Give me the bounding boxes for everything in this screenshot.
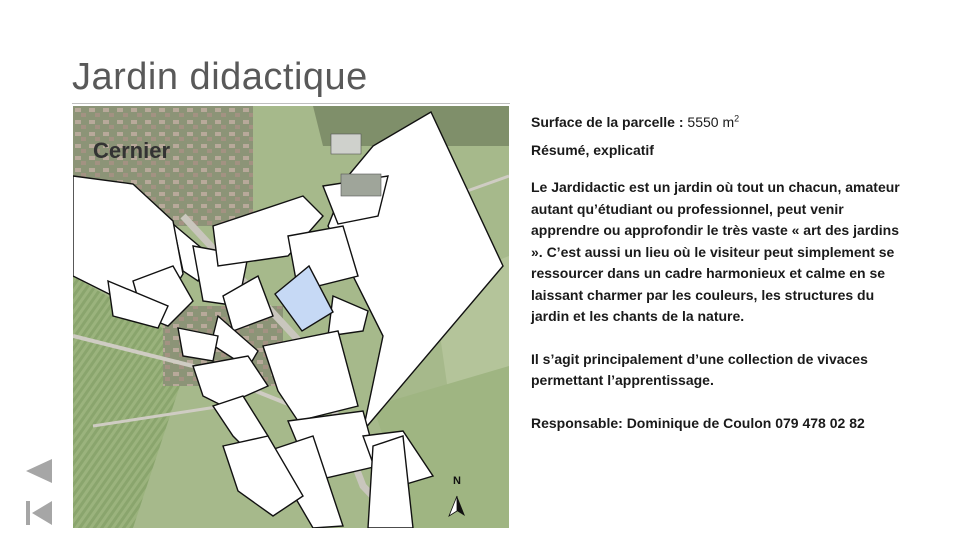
aerial-map-image: [73, 106, 509, 528]
slide-navigation: [20, 455, 60, 535]
first-slide-icon[interactable]: [26, 501, 52, 525]
summary-heading: Résumé, explicatif: [531, 141, 654, 158]
responsible-contact: Responsable: Dominique de Coulon 079 478 02 82: [531, 414, 865, 431]
surface-unit-exponent: 2: [734, 113, 740, 124]
surface-value: 5550 m: [687, 114, 735, 130]
place-label: Cernier: [93, 138, 171, 163]
slide-title: Jardin didactique: [72, 56, 368, 98]
surface-label: Surface de la parcelle :: [531, 114, 684, 130]
north-label: N: [453, 475, 461, 487]
info-panel: [531, 112, 911, 434]
aerial-map: [73, 106, 509, 528]
surface-line: [531, 112, 911, 134]
collection-paragraph: Il s’agit principalement d’une collection de vivaces permettant l’apprentissage.: [531, 350, 868, 388]
description-paragraph: Le Jardidactic est un jardin où tout un chacun, amateur autant qu’étudiant ou professionnel, peut venir apprendre ou approfondir le très vaste « art des jardins ». C’est aussi un lieu où le visiteur peut simplement se ressourcer dans un cadre harmonieux et calme en se laissant charmer par les couleurs, les structures du jardin et les chants de la nature.: [531, 179, 900, 324]
title-divider: [72, 103, 510, 104]
triangle-left-icon[interactable]: [26, 459, 52, 483]
